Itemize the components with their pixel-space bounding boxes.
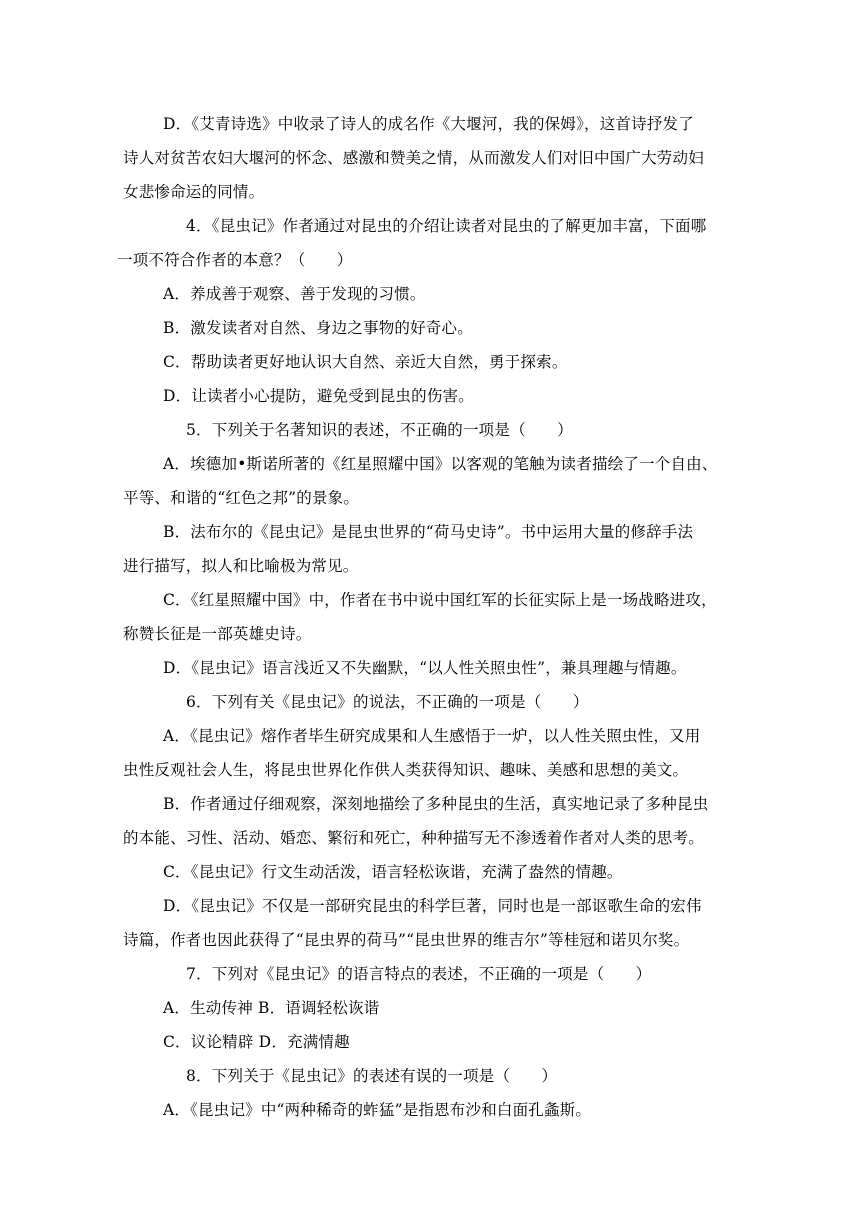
question-4-option-c: C．帮助读者更好地认识大自然、亲近大自然，勇于探索。 (163, 353, 568, 371)
option-d-line-3: 女悲惨命运的同情。 (123, 183, 265, 201)
question-6-option-d-line-1: D．《昆虫记》不仅是一部研究昆虫的科学巨著，同时也是一部讴歌生命的宏伟 (163, 897, 702, 915)
question-6-option-d-line-2: 诗篇，作者也因此获得了“昆虫界的荷马”“昆虫世界的维吉尔”等桂冠和诺贝尔奖。 (123, 931, 690, 949)
question-4-option-b: B．激发读者对自然、身边之事物的好奇心。 (163, 319, 473, 337)
question-4-line-2: 一项不符合作者的本意？（ ） (117, 251, 353, 269)
question-5-stem: 5．下列关于名著知识的表述，不正确的一项是（ ） (186, 421, 573, 439)
question-4-line-1: 4．《昆虫记》作者通过对昆虫的介绍让读者对昆虫的了解更加丰富，下面哪 (186, 217, 707, 235)
question-5-option-c-line-1: C．《红星照耀中国》中，作者在书中说中国红军的长征实际上是一场战略进攻， (163, 591, 717, 609)
question-6-option-c: C．《昆虫记》行文生动活泼，语言轻松诙谐，充满了盎然的情趣。 (163, 863, 623, 881)
question-7-stem: 7．下列对《昆虫记》的语言特点的表述，不正确的一项是（ ） (186, 965, 652, 983)
question-5-option-a-line-1: A．埃德加•斯诺所著的《红星照耀中国》以客观的笔触为读者描绘了一个自由、 (163, 455, 718, 473)
question-5-option-b-line-1: B．法布尔的《昆虫记》是昆虫世界的“荷马史诗”。书中运用大量的修辞手法 (163, 523, 694, 541)
question-5-option-a-line-2: 平等、和谐的“红色之邦”的景象。 (123, 489, 360, 507)
question-4-option-d: D．让读者小心提防，避免受到昆虫的伤害。 (163, 387, 474, 405)
question-5-option-d: D．《昆虫记》语言浅近又不失幽默，“以人性关照虫性”，兼具理趣与情趣。 (163, 659, 687, 677)
question-6-option-a-line-2: 虫性反观社会人生，将昆虫世界化作供人类获得知识、趣味、美感和思想的美文。 (123, 761, 689, 779)
question-6-option-a-line-1: A．《昆虫记》熔作者毕生研究成果和人生感悟于一炉，以人性关照虫性，又用 (163, 727, 701, 745)
question-5-option-b-line-2: 进行描写，拟人和比喻极为常见。 (123, 557, 359, 575)
question-5-option-c-line-2: 称赞长征是一部英雄史诗。 (123, 625, 312, 643)
question-6-option-b-line-2: 的本能、习性、活动、婚恋、繁衍和死亡，种种描写无不渗透着作者对人类的思考。 (123, 829, 704, 847)
option-d-line-2: 诗人对贫苦农妇大堰河的怀念、感激和赞美之情，从而激发人们对旧中国广大劳动妇 (123, 149, 704, 167)
question-7-options-ab: A．生动传神 B．语调轻松诙谐 (163, 999, 380, 1017)
question-6-stem: 6．下列有关《昆虫记》的说法，不正确的一项是（ ） (186, 693, 589, 711)
question-8-option-a: A．《昆虫记》中“两种稀奇的蚱猛”是指恩布沙和白面孔螽斯。 (163, 1101, 592, 1119)
question-4-option-a: A．养成善于观察、善于发现的习惯。 (163, 285, 426, 303)
option-d-line-1: D．《艾青诗选》中收录了诗人的成名作《大堰河，我的保姆》，这首诗抒发了 (163, 115, 694, 133)
question-8-stem: 8．下列关于《昆虫记》的表述有误的一项是（ ） (186, 1067, 558, 1085)
question-6-option-b-line-1: B．作者通过仔细观察，深刻地描绘了多种昆虫的生活，真实地记录了多种昆虫 (163, 795, 709, 813)
question-7-options-cd: C．议论精辟 D．充满情趣 (163, 1033, 350, 1051)
